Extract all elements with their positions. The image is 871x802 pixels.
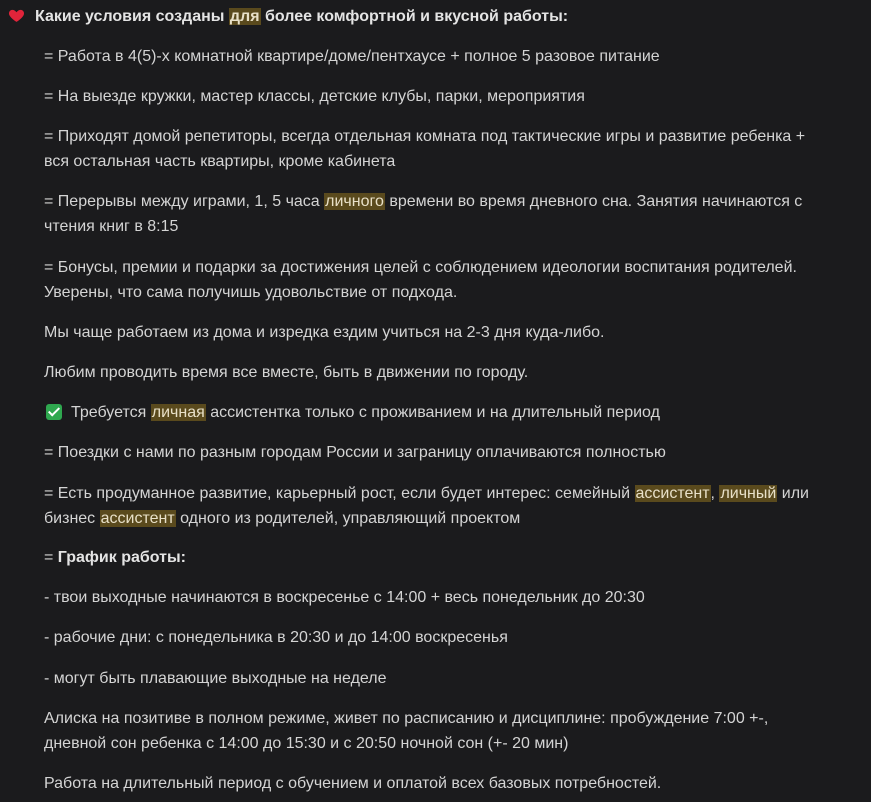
check-mark-icon (46, 404, 62, 420)
schedule-heading: График работы: (57, 549, 186, 566)
line-apartment: = Работа в 4(5)-х комнатной квартире/доме/пентхаусе + полное 5 разовое питание (44, 48, 660, 65)
line-breaks (44, 189, 814, 239)
line-breaks-text-2: времени во время дневного сна. Занятия начинаются с чтения книг в 8:15 (44, 193, 803, 235)
line-time-together: Любим проводить время все вместе, быть в движении по городу. (44, 364, 529, 381)
line-required-assistant (46, 400, 836, 425)
line-child-schedule: Алиска на позитиве в полном режиме, живет по расписанию и дисциплине: пробуждение 7:00 +-, дневной сон ребенка с 14:00 до 15:30 и с 20:50 ночной сон (+- 20 мин) (44, 710, 769, 752)
highlight-personal-f: личная (151, 404, 205, 421)
line-career-text-1: = Есть продуманное развитие, карьерный рост, если будет интерес: семейный (44, 485, 635, 502)
line-career (44, 481, 814, 531)
line-outings: = На выезде кружки, мастер классы, детские клубы, парки, мероприятия (44, 88, 585, 105)
line-required-text-1: Требуется (71, 404, 151, 421)
line-breaks-text-1: = Перерывы между играми, 1, 5 часа (44, 193, 325, 210)
heart-icon (8, 7, 25, 24)
highlight-personal: личного (325, 193, 384, 210)
line-career-text-3: или бизнес (44, 485, 809, 527)
line-career-text-4: одного из родителей, управляющий проектом (175, 510, 521, 527)
heading-text-2: более комфортной и вкусной работы: (260, 8, 569, 25)
line-work-days: - рабочие дни: с понедельника в 20:30 и до 14:00 воскресенья (44, 629, 508, 646)
line-schedule-heading (44, 545, 834, 570)
line-career-text-2: , (710, 485, 720, 502)
highlight-personal-2: личный (720, 485, 777, 502)
line-days-off: - твои выходные начинаются в воскресенье с 14:00 + весь понедельник до 20:30 (44, 589, 645, 606)
heading-line (4, 4, 834, 29)
line-floating-days: - могут быть плавающие выходные на неделе (44, 670, 387, 687)
line-bonuses: = Бонусы, премии и подарки за достижения целей с соблюдением идеологии воспитания родителей. Уверены, что сама получишь удовольствие от подхода. (44, 259, 797, 301)
heading-text-1: Какие условия созданы (35, 8, 229, 25)
highlight-assistant-2: ассистент (100, 510, 175, 527)
line-required-text-2: ассистентка только с проживанием и на длительный период (205, 404, 660, 421)
schedule-prefix: = (44, 549, 58, 566)
line-work-from-home: Мы чаще работаем из дома и изредка ездим учиться на 2-3 дня куда-либо. (44, 324, 605, 341)
line-trips: = Поездки с нами по разным городам России и заграницу оплачиваются полностью (44, 444, 666, 461)
highlight-assistant-1: ассистент (635, 485, 710, 502)
heading-highlight: для (229, 8, 260, 25)
line-long-term: Работа на длительный период с обучением и оплатой всех базовых потребностей. (44, 775, 662, 792)
line-tutors: = Приходят домой репетиторы, всегда отдельная комната под тактические игры и развитие ребенка + вся остальная часть квартиры, кроме кабинета (44, 128, 806, 170)
